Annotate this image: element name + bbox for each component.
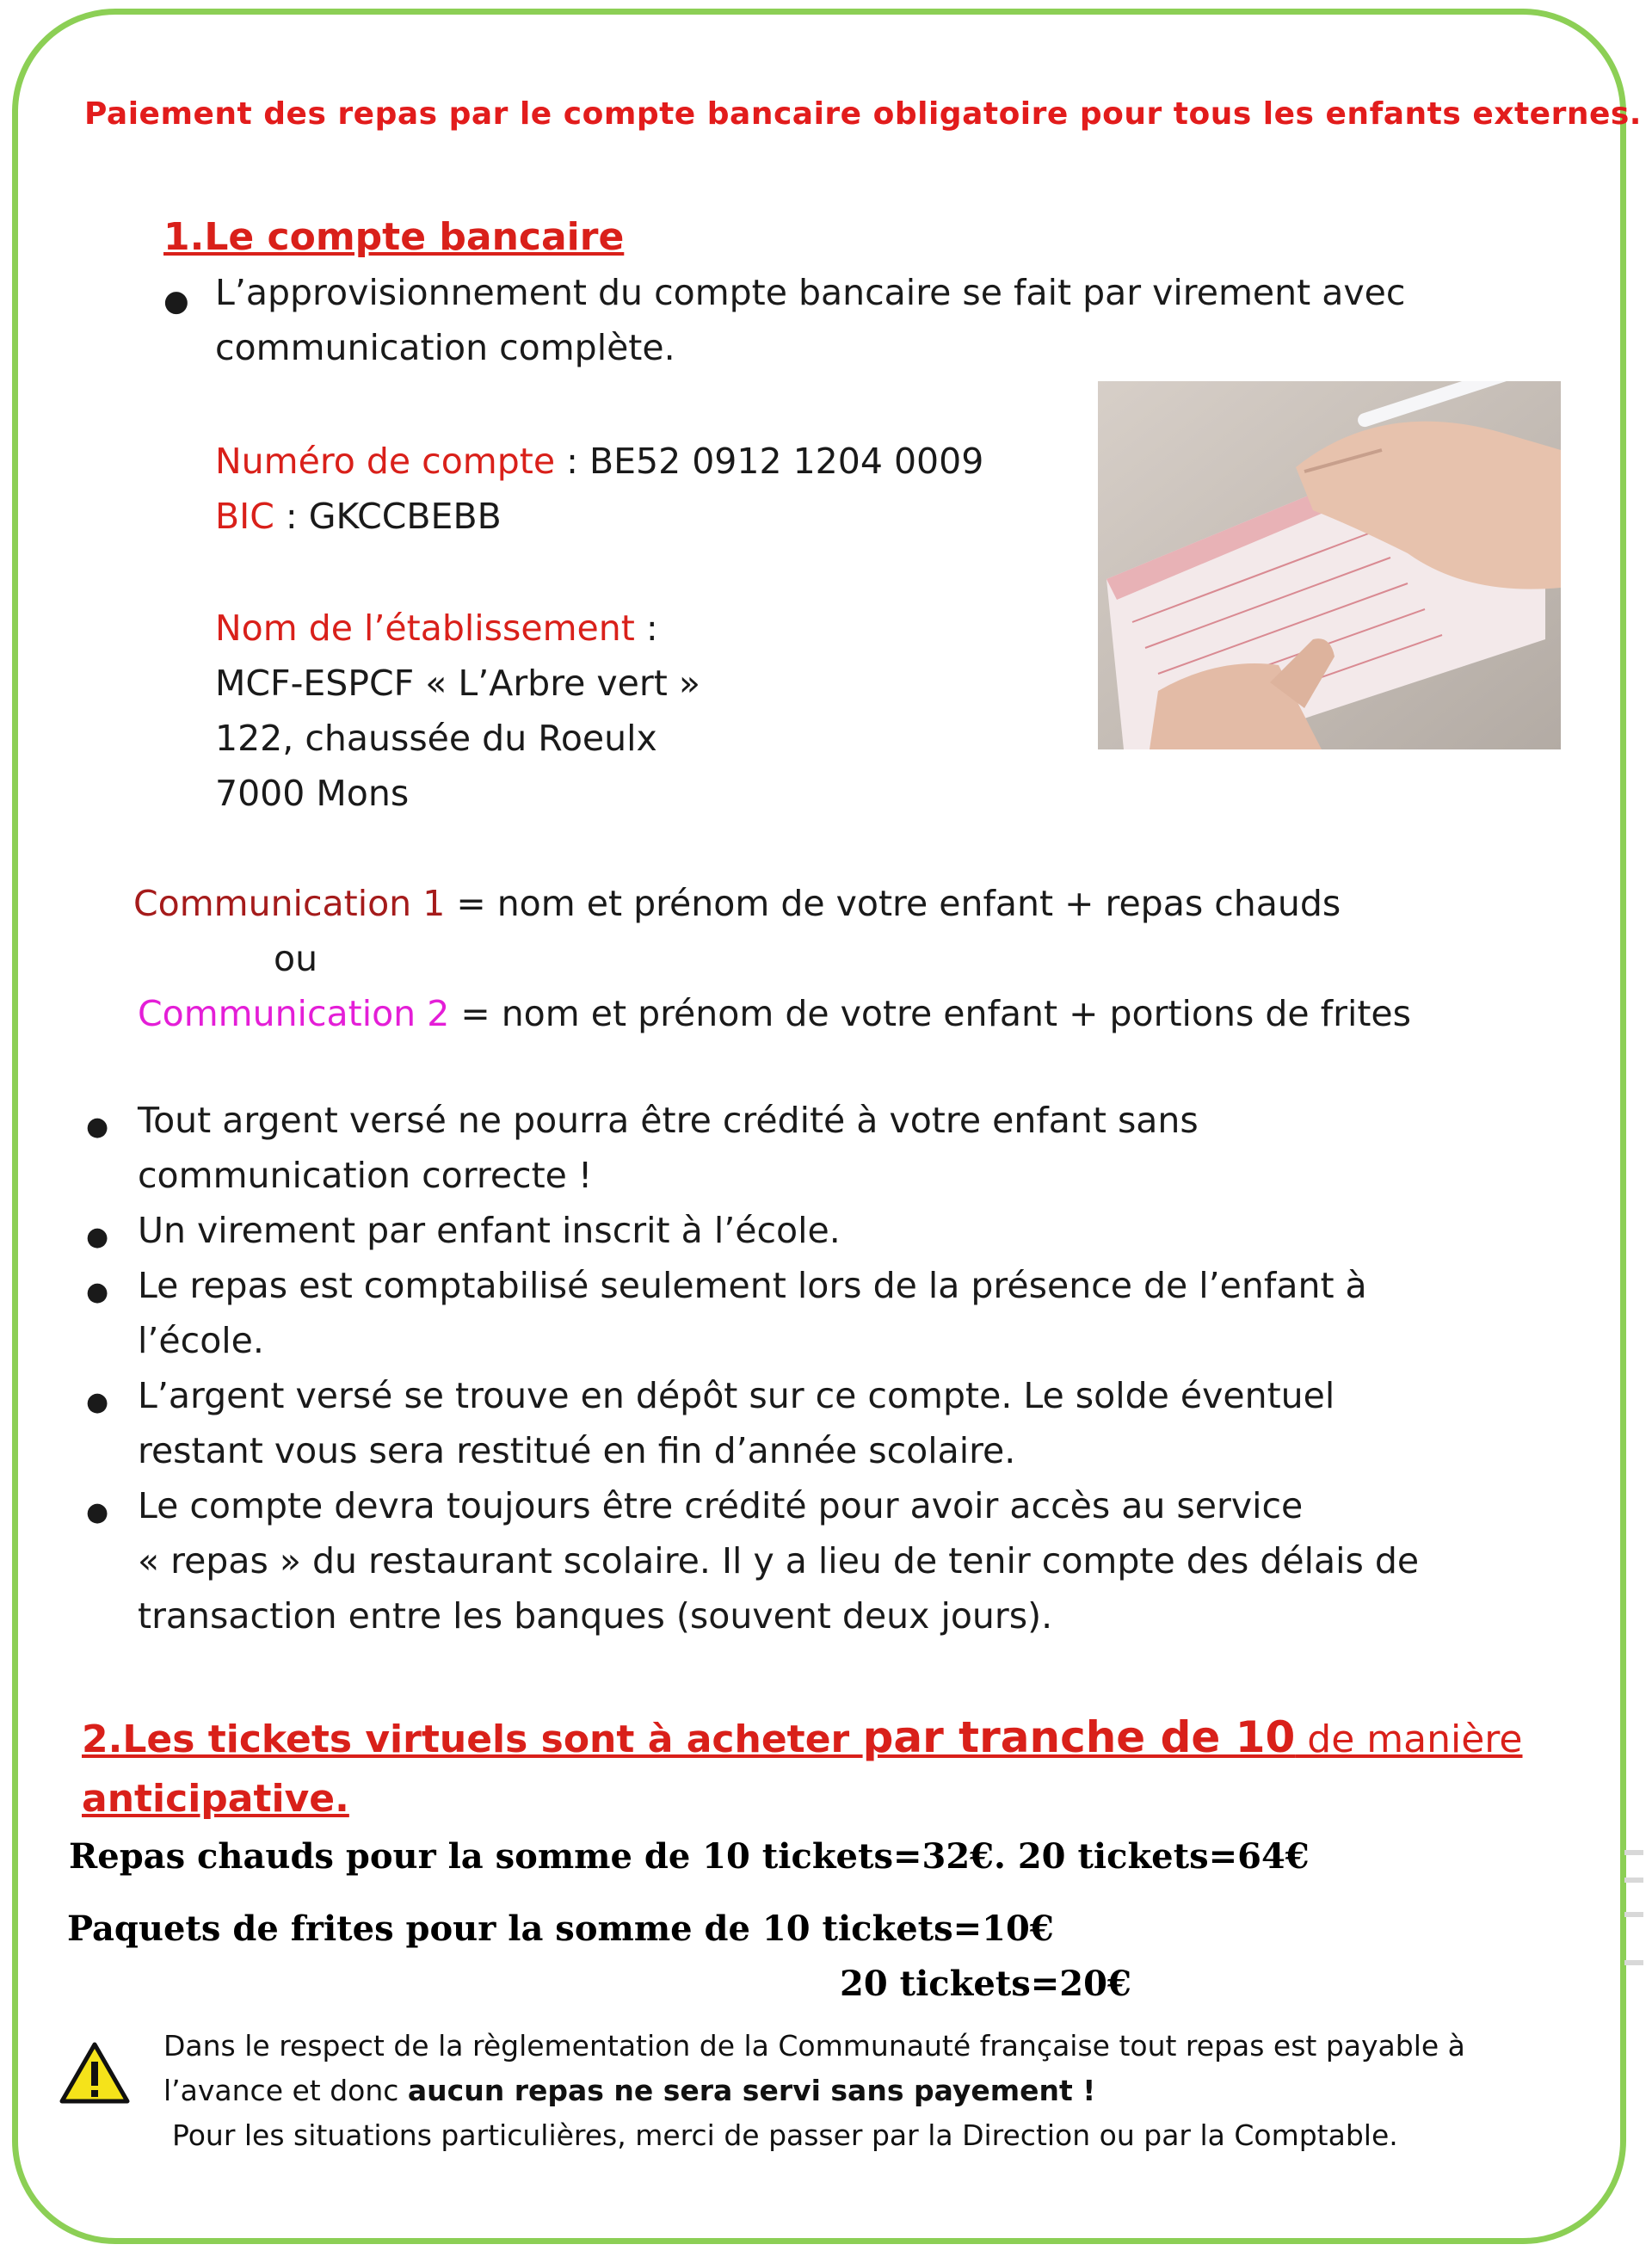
bullet-dot: ● [86,1112,109,1142]
edge-mark [1624,1912,1643,1917]
rule-1-line2: communication correcte ! [138,1155,593,1196]
institution-heading: Nom de l’établissement : [215,607,658,649]
warning-triangle-icon [59,2041,131,2105]
account-label: Numéro de compte [215,441,556,482]
bank-form-photo [1098,381,1561,749]
communication-2-label: Communication 2 [138,993,450,1034]
bic [215,496,502,537]
price-fries-20: 20 tickets=20€ [840,1964,1131,2004]
rule-4-line1: L’argent versé se trouve en dépôt sur ce compte. Le solde éventuel [138,1375,1335,1416]
section-1-title: 1.Le compte bancaire [163,215,625,259]
rule-3-line2: l’école. [138,1320,264,1361]
bic-value: : GKCCBEBB [274,496,502,537]
page-header: Paiement des repas par le compte bancaire obligatoire pour tous les enfants externes. [84,96,1642,132]
edge-mark [1624,1878,1643,1883]
institution-street: 122, chaussée du Roeulx [215,718,657,759]
edge-mark [1624,1960,1643,1965]
rule-1-line1: Tout argent versé ne pourra être crédité à votre enfant sans [138,1100,1199,1141]
section-2-title-line2: anticipative. [82,1777,349,1821]
account-value: : BE52 0912 1204 0009 [555,441,984,482]
account-number [215,441,983,482]
bullet-dot: ● [86,1222,109,1252]
price-hot-meals: Repas chauds pour la somme de 10 tickets=32€. 20 tickets=64€ [69,1836,1310,1877]
rule-5-line3: transaction entre les banques (souvent deux jours). [138,1595,1053,1637]
bullet-dot: ● [86,1497,109,1527]
bank-intro-line1: L’approvisionnement du compte bancaire se fait par virement avec [215,272,1406,313]
rule-3-line1: Le repas est comptabilisé seulement lors de la présence de l’enfant à [138,1265,1367,1306]
rule-5-line1: Le compte devra toujours être crédité pour avoir accès au service [138,1485,1304,1526]
notice-line3: Pour les situations particulières, merci de passer par la Direction ou par la Comptable. [172,2118,1398,2152]
communication-2-text: = nom et prénom de votre enfant + portions de frites [449,993,1412,1034]
bullet-dot: ● [163,284,189,318]
bullet-dot: ● [86,1277,109,1307]
bullet-dot: ● [86,1387,109,1417]
communication-1-label: Communication 1 [133,883,446,924]
rule-4-line2: restant vous sera restitué en fin d’année scolaire. [138,1430,1016,1471]
section-2-title: 2.Les tickets virtuels sont à acheter par tranche de 10 de manière [82,1712,1523,1762]
price-fries: Paquets de frites pour la somme de 10 tickets=10€ [67,1908,1054,1949]
rule-5-line2: « repas » du restaurant scolaire. Il y a lieu de tenir compte des délais de [138,1540,1420,1582]
notice-emphasis: aucun repas ne sera servi sans payement ! [407,2074,1096,2107]
institution-label: Nom de l’établissement [215,607,635,649]
communication-or: ou [274,938,318,979]
bic-label: BIC [215,496,274,537]
communication-2 [138,993,1411,1034]
communication-1-text: = nom et prénom de votre enfant + repas chauds [445,883,1341,924]
institution-city: 7000 Mons [215,773,410,814]
edge-mark [1624,1850,1643,1855]
communication-1 [133,883,1341,924]
rule-2-line1: Un virement par enfant inscrit à l’école. [138,1210,841,1251]
notice-line2: l’avance et donc aucun repas ne sera servi sans payement ! [163,2074,1096,2107]
bank-intro-line2: communication complète. [215,327,675,368]
section-2-highlight: par tranche de 10 [862,1712,1296,1762]
institution-name: MCF-ESPCF « L’Arbre vert » [215,663,700,704]
notice-line1: Dans le respect de la règlementation de la Communauté française tout repas est payable à [163,2029,1465,2063]
